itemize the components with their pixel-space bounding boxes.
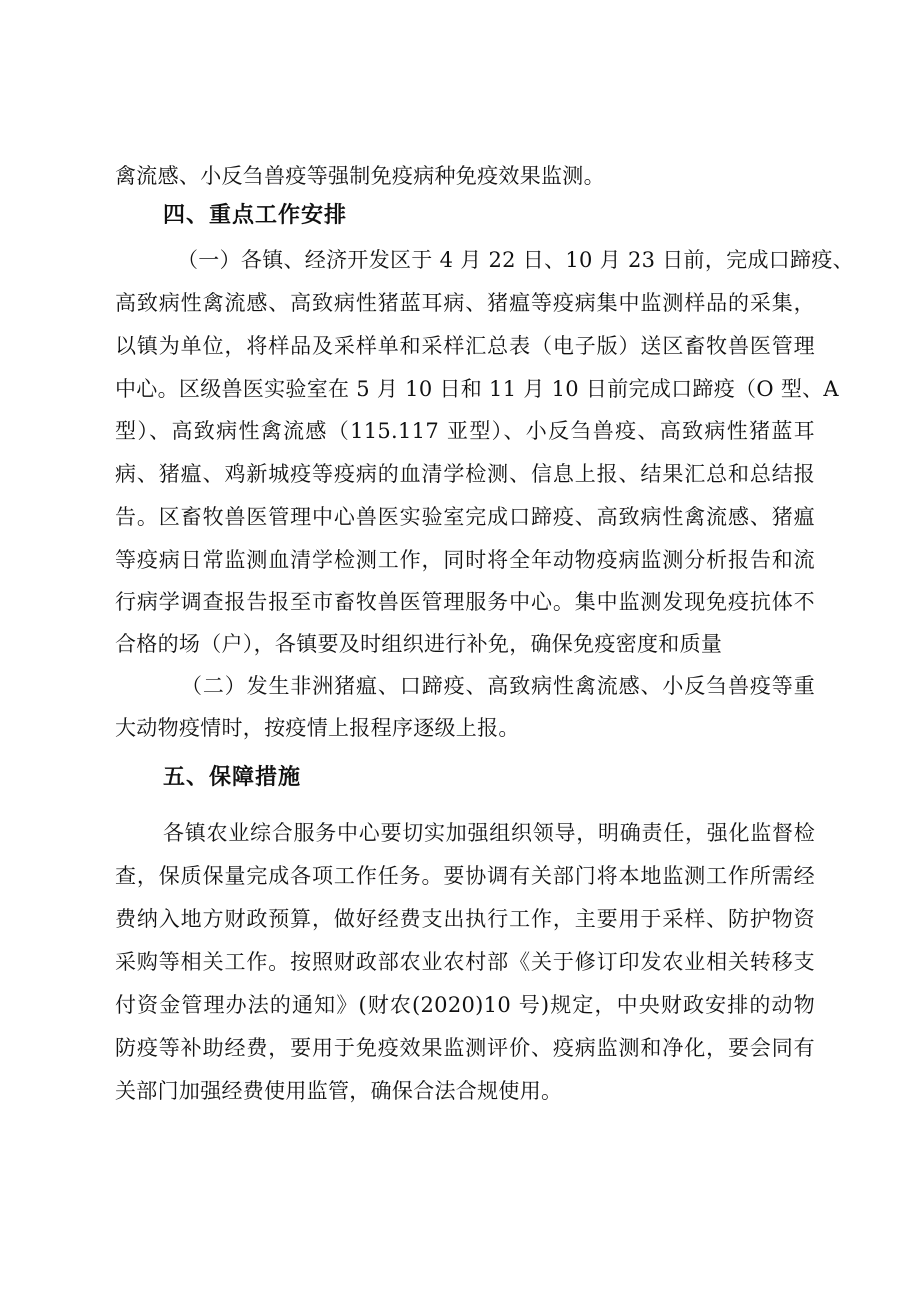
paragraph-line: 告。区畜牧兽医管理中心兽医实验室完成口蹄疫、高致病性禽流感、猪瘟 bbox=[115, 505, 815, 529]
paragraph-line: 关部门加强经费使用监管，确保合法合规使用。 bbox=[115, 1079, 563, 1103]
paragraph-line: 付资金管理办法的通知》(财农(2020)10 号)规定，中央财政安排的动物 bbox=[115, 993, 815, 1017]
paragraph-line: 行病学调查报告报至市畜牧兽医管理服务中心。集中监测发现免疫抗体不 bbox=[115, 590, 815, 614]
paragraph-line: 大动物疫情时，按疫情上报程序逐级上报。 bbox=[115, 716, 520, 740]
paragraph-line: 以镇为单位，将样品及采样单和采样汇总表（电子版）送区畜牧兽医管理 bbox=[115, 334, 815, 358]
paragraph-line: 等疫病日常监测血清学检测工作，同时将全年动物疫病监测分析报告和流 bbox=[115, 548, 815, 572]
paragraph-line: 病、猪瘟、鸡新城疫等疫病的血清学检测、信息上报、结果汇总和总结报 bbox=[115, 462, 815, 486]
paragraph-line: 防疫等补助经费，要用于免疫效果监测评价、疫病监测和净化，要会同有 bbox=[115, 1036, 815, 1060]
paragraph-line: 中心。区级兽医实验室在 5 月 10 日和 11 月 10 日前完成口蹄疫（O 型、A bbox=[115, 377, 839, 401]
paragraph-line: 合格的场（户），各镇要及时组织进行补免，确保免疫密度和质量 bbox=[115, 632, 723, 656]
paragraph-line: 查，保质保量完成各项工作任务。要协调有关部门将本地监测工作所需经 bbox=[115, 864, 815, 888]
paragraph-line: （二）发生非洲猪瘟、口蹄疫、高致病性禽流感、小反刍兽疫等重 bbox=[181, 674, 815, 698]
section-heading-5: 五、保障措施 bbox=[163, 765, 302, 790]
paragraph-line: 高致病性禽流感、高致病性猪蓝耳病、猪瘟等疫病集中监测样品的采集， bbox=[115, 291, 815, 315]
paragraph-line: （一）各镇、经济开发区于 4 月 22 日、10 月 23 日前，完成口蹄疫、 bbox=[177, 248, 854, 272]
paragraph-line: 费纳入地方财政预算，做好经费支出执行工作，主要用于采样、防护物资 bbox=[115, 907, 815, 931]
paragraph-line: 采购等相关工作。按照财政部农业农村部《关于修订印发农业相关转移支 bbox=[115, 950, 815, 974]
paragraph-line: 各镇农业综合服务中心要切实加强组织领导，明确责任，强化监督检 bbox=[163, 821, 815, 845]
continued-text-line: 禽流感、小反刍兽疫等强制免疫病种免疫效果监测。 bbox=[115, 164, 605, 188]
paragraph-line: 型）、高致病性禽流感（115.117 亚型）、小反刍兽疫、高致病性猪蓝耳 bbox=[115, 419, 815, 443]
section-heading-4: 四、重点工作安排 bbox=[163, 203, 348, 228]
